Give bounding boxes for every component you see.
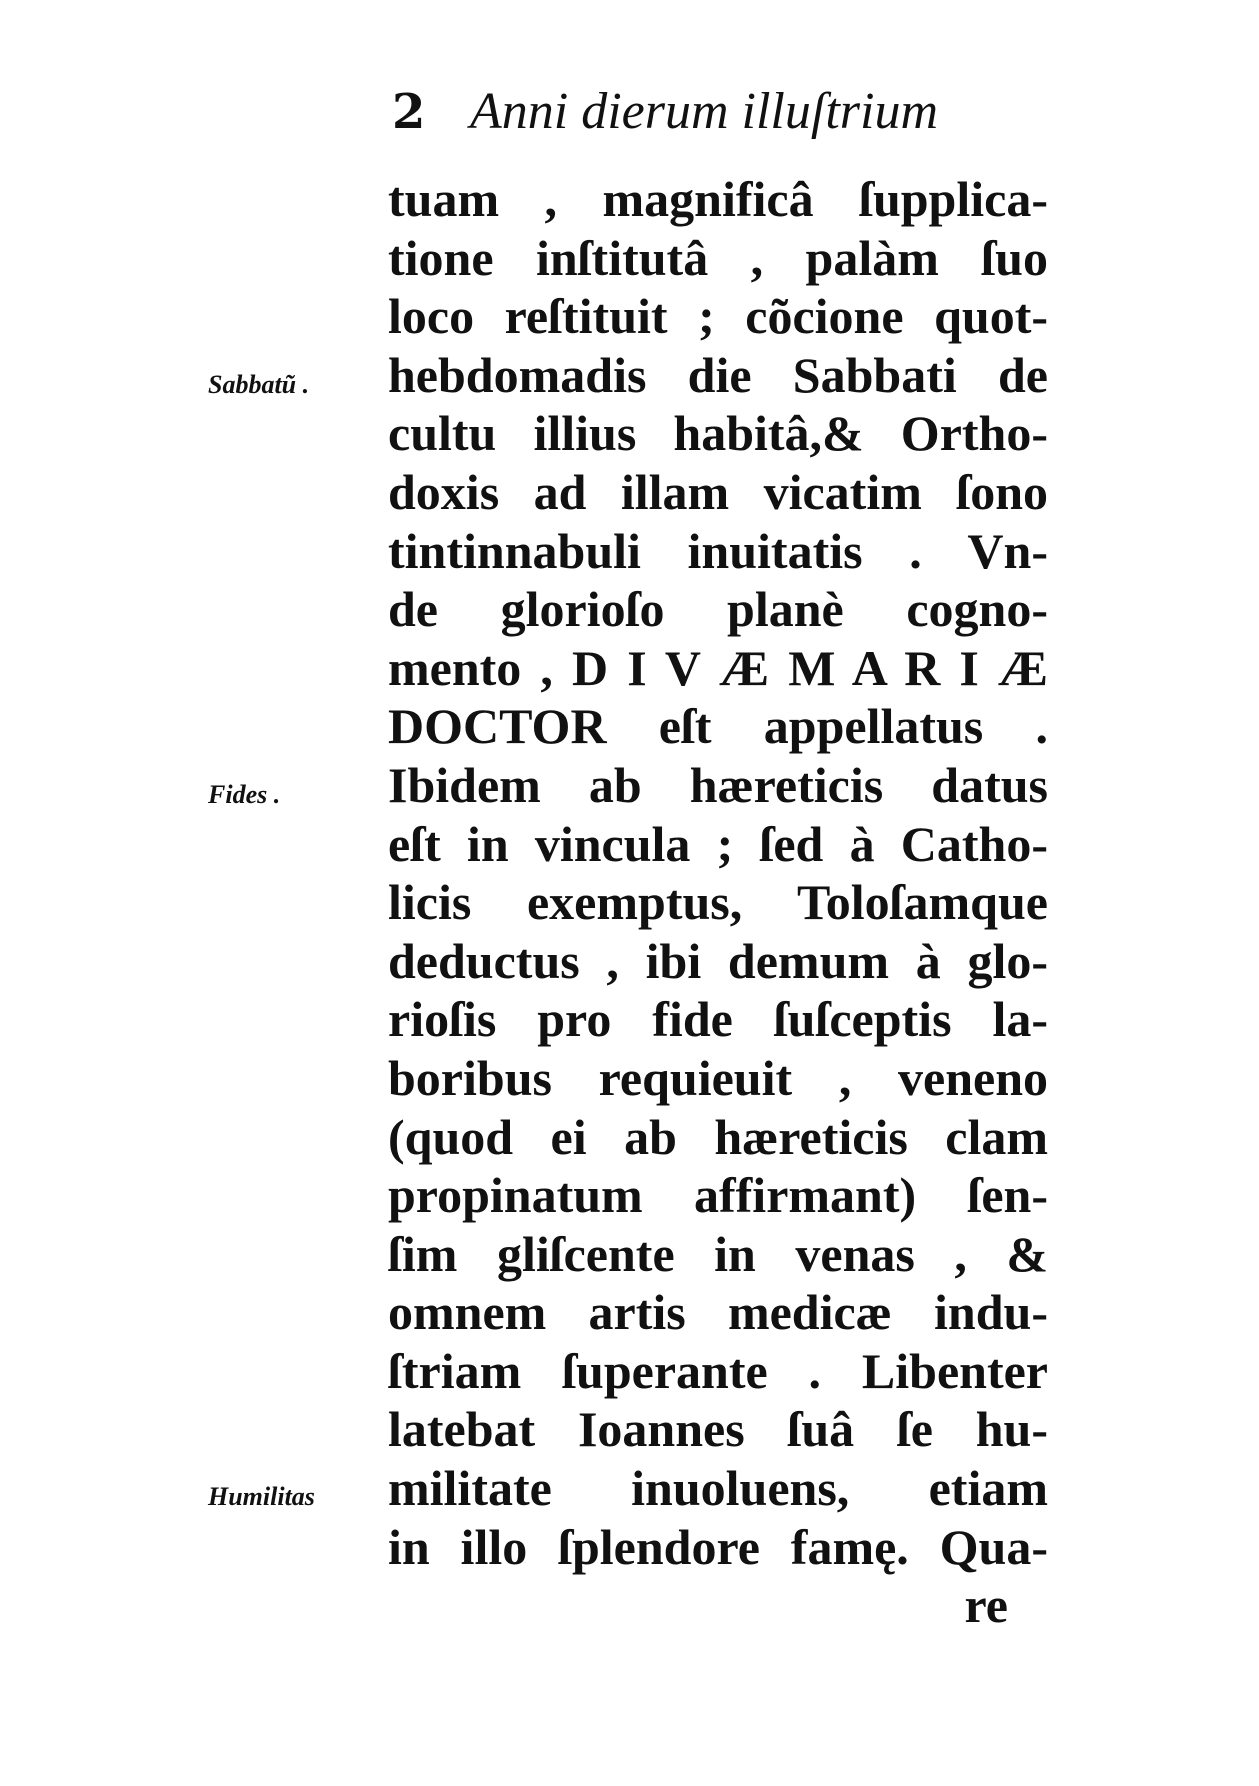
- text-line: deductus , ibi demum à glo-: [388, 932, 1048, 989]
- margin-note-humilitas: Humilitas: [208, 1482, 315, 1511]
- running-head: [392, 82, 1032, 142]
- text-line: cultu illius habitâ,& Ortho-: [388, 405, 1048, 462]
- margin-note-fides: Fides .: [208, 780, 281, 809]
- text-line: latebat Ioannes ſuâ ſe hu-: [388, 1401, 1048, 1458]
- text-line: tuam , magnificâ ſupplica-: [388, 171, 1048, 227]
- text-line: de glorioſo planè cogno-: [388, 581, 1048, 638]
- text-line: licis exemptus, Toloſamque: [388, 874, 1048, 931]
- body-text: [388, 170, 1048, 1635]
- text-line: militate inuoluens, etiam: [388, 1460, 1048, 1517]
- catchword: re: [964, 1577, 1008, 1634]
- text-line: Ibidem ab hæreticis datus: [388, 756, 1048, 813]
- text-line: ſim gliſcente in venas , &: [388, 1225, 1048, 1282]
- text-line: DOCTOR eſt appellatus .: [388, 698, 1048, 755]
- text-line: boribus requieuit , veneno: [388, 1049, 1048, 1106]
- text-line: in illo ſplendore famę. Qua-: [388, 1518, 1048, 1575]
- text-line: loco reſtituit ; cõcione quot-: [388, 288, 1048, 345]
- text-line: ſtriam ſuperante . Libenter: [388, 1342, 1048, 1399]
- page-number: 2: [392, 84, 426, 140]
- text-line: doxis ad illam vicatim ſono: [388, 463, 1048, 520]
- running-title: Anni dierum illuſtrium: [470, 83, 938, 140]
- text-line: rioſis pro fide ſuſceptis la-: [388, 991, 1048, 1048]
- text-line: mento , D I V Æ M A R I Æ: [388, 639, 1048, 696]
- text-line: omnem artis medicæ indu-: [388, 1284, 1048, 1341]
- text-line: tione inſtitutâ , palàm ſuo: [388, 229, 1048, 286]
- text-line: tintinnabuli inuitatis . Vn-: [388, 522, 1048, 579]
- text-line: (quod ei ab hæreticis clam: [388, 1108, 1048, 1165]
- text-line: hebdomadis die Sabbati de: [388, 346, 1048, 403]
- margin-note-sabbatum: Sabbatũ .: [208, 370, 310, 399]
- text-line: propinatum affirmant) ſen-: [388, 1167, 1048, 1224]
- text-line: eſt in vincula ; ſed à Catho-: [388, 815, 1048, 872]
